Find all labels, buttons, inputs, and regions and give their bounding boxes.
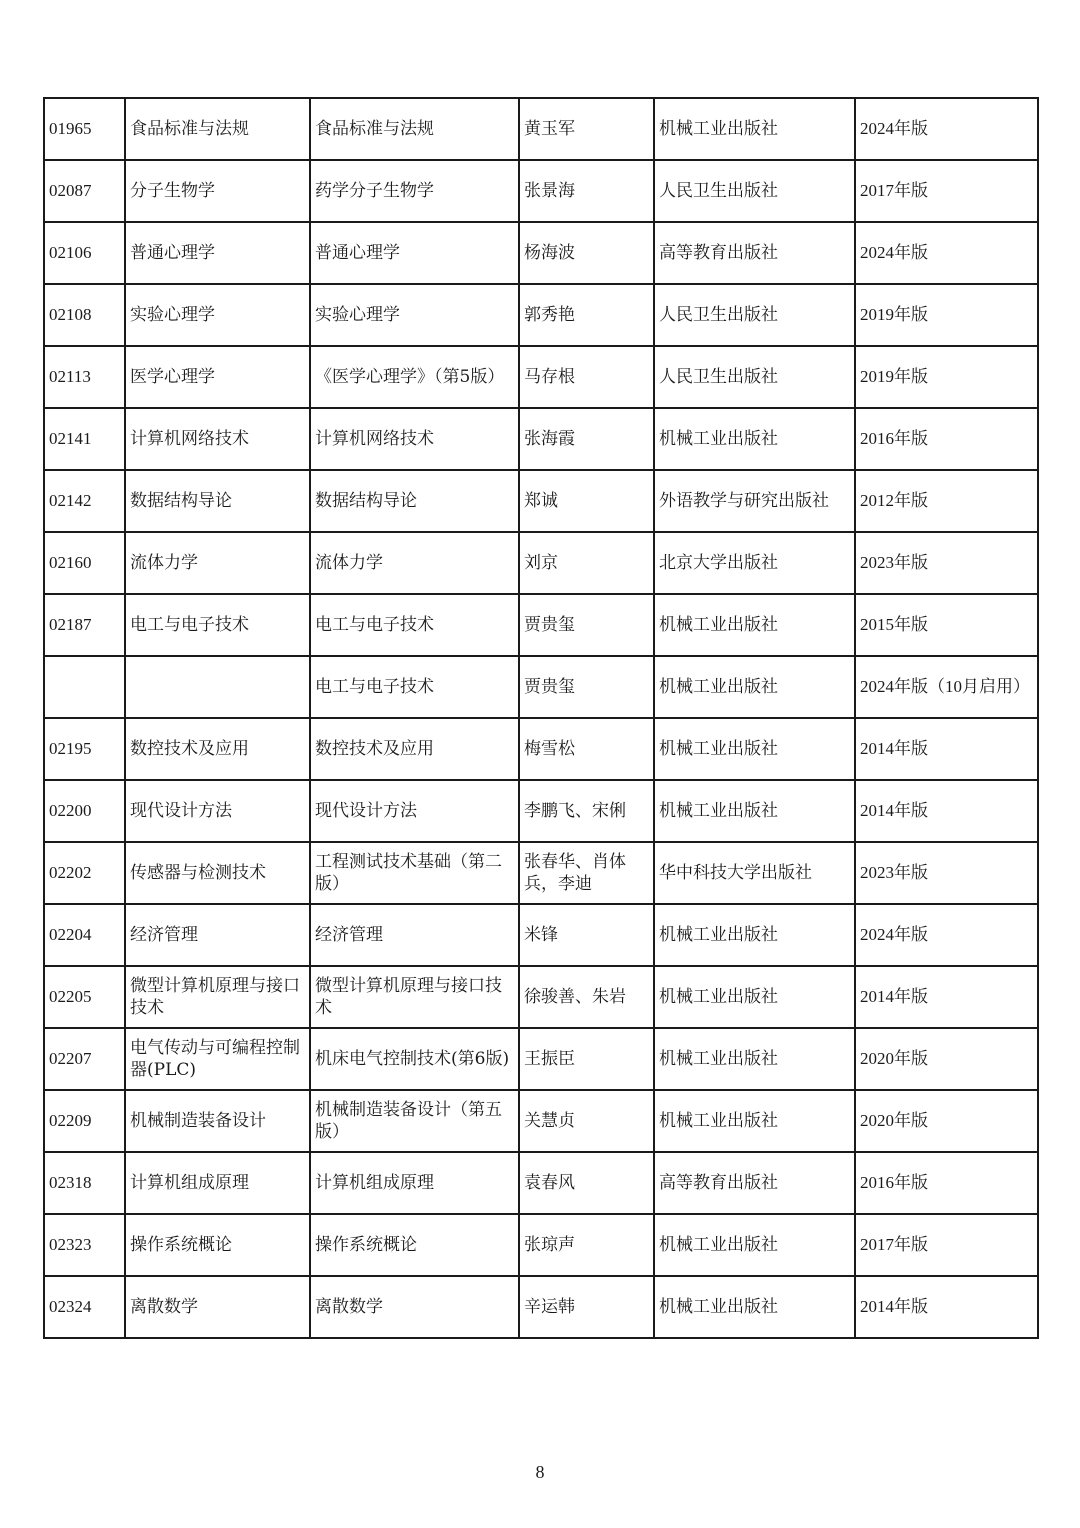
publisher-cell: 机械工业出版社 [654, 780, 855, 842]
author-cell: 米锋 [519, 904, 654, 966]
author-cell: 张景海 [519, 160, 654, 222]
course-name-cell: 数据结构导论 [125, 470, 310, 532]
course-code-cell: 02202 [44, 842, 125, 904]
course-code-cell: 02187 [44, 594, 125, 656]
course-name-cell: 操作系统概论 [125, 1214, 310, 1276]
textbook-title-cell: 机床电气控制技术(第6版) [310, 1028, 519, 1090]
course-name-cell: 分子生物学 [125, 160, 310, 222]
course-name-cell: 机械制造装备设计 [125, 1090, 310, 1152]
textbook-title-cell: 药学分子生物学 [310, 160, 519, 222]
course-name-cell: 普通心理学 [125, 222, 310, 284]
textbook-title-cell: 经济管理 [310, 904, 519, 966]
author-cell: 贾贵玺 [519, 656, 654, 718]
publisher-cell: 机械工业出版社 [654, 1090, 855, 1152]
edition-cell: 2019年版 [855, 284, 1038, 346]
textbook-title-cell: 食品标准与法规 [310, 98, 519, 160]
course-name-cell: 电工与电子技术 [125, 594, 310, 656]
course-code-cell: 02108 [44, 284, 125, 346]
course-code-cell: 01965 [44, 98, 125, 160]
table-row [44, 1214, 1038, 1276]
table-row [44, 1090, 1038, 1152]
textbook-title-cell: 数控技术及应用 [310, 718, 519, 780]
author-cell: 刘京 [519, 532, 654, 594]
page-number: 8 [535, 1462, 545, 1482]
publisher-cell: 机械工业出版社 [654, 966, 855, 1028]
edition-cell: 2012年版 [855, 470, 1038, 532]
course-code-cell: 02141 [44, 408, 125, 470]
edition-cell: 2023年版 [855, 532, 1038, 594]
course-code-cell: 02113 [44, 346, 125, 408]
textbook-title-cell: 操作系统概论 [310, 1214, 519, 1276]
course-name-cell: 食品标准与法规 [125, 98, 310, 160]
edition-cell: 2023年版 [855, 842, 1038, 904]
course-code-cell: 02087 [44, 160, 125, 222]
publisher-cell: 高等教育出版社 [654, 1152, 855, 1214]
publisher-cell: 华中科技大学出版社 [654, 842, 855, 904]
textbook-title-cell: 普通心理学 [310, 222, 519, 284]
edition-cell: 2014年版 [855, 966, 1038, 1028]
edition-cell: 2015年版 [855, 594, 1038, 656]
edition-cell: 2024年版 [855, 904, 1038, 966]
course-code-cell: 02142 [44, 470, 125, 532]
table-row [44, 160, 1038, 222]
table-row [44, 1276, 1038, 1338]
course-code-cell: 02160 [44, 532, 125, 594]
edition-cell: 2014年版 [855, 718, 1038, 780]
edition-cell: 2024年版 [855, 222, 1038, 284]
textbook-title-cell: 离散数学 [310, 1276, 519, 1338]
publisher-cell: 外语教学与研究出版社 [654, 470, 855, 532]
table-row [44, 98, 1038, 160]
table-row [44, 408, 1038, 470]
publisher-cell: 高等教育出版社 [654, 222, 855, 284]
textbook-title-cell: 实验心理学 [310, 284, 519, 346]
publisher-cell: 机械工业出版社 [654, 1276, 855, 1338]
table-row [44, 1028, 1038, 1090]
edition-cell: 2016年版 [855, 1152, 1038, 1214]
course-name-cell [125, 656, 310, 718]
course-name-cell: 离散数学 [125, 1276, 310, 1338]
textbook-title-cell: 电工与电子技术 [310, 594, 519, 656]
course-code-cell [44, 656, 125, 718]
table-row [44, 656, 1038, 718]
edition-cell: 2020年版 [855, 1028, 1038, 1090]
course-code-cell: 02324 [44, 1276, 125, 1338]
table-row [44, 718, 1038, 780]
edition-cell: 2017年版 [855, 160, 1038, 222]
table-row [44, 222, 1038, 284]
course-code-cell: 02207 [44, 1028, 125, 1090]
author-cell: 张春华、肖体兵，李迪 [519, 842, 654, 904]
course-name-cell: 微型计算机原理与接口技术 [125, 966, 310, 1028]
publisher-cell: 机械工业出版社 [654, 656, 855, 718]
publisher-cell: 人民卫生出版社 [654, 160, 855, 222]
table-row [44, 904, 1038, 966]
course-name-cell: 医学心理学 [125, 346, 310, 408]
textbook-title-cell: 机械制造装备设计（第五版） [310, 1090, 519, 1152]
course-name-cell: 数控技术及应用 [125, 718, 310, 780]
publisher-cell: 机械工业出版社 [654, 408, 855, 470]
textbook-table-body [44, 98, 1038, 1338]
textbook-title-cell: 流体力学 [310, 532, 519, 594]
edition-cell: 2024年版（10月启用） [855, 656, 1038, 718]
textbook-table [43, 97, 1039, 1339]
course-name-cell: 现代设计方法 [125, 780, 310, 842]
textbook-title-cell: 数据结构导论 [310, 470, 519, 532]
textbook-title-cell: 现代设计方法 [310, 780, 519, 842]
textbook-title-cell: 工程测试技术基础（第二版） [310, 842, 519, 904]
author-cell: 郭秀艳 [519, 284, 654, 346]
author-cell: 梅雪松 [519, 718, 654, 780]
table-row [44, 346, 1038, 408]
textbook-title-cell: 《医学心理学》（第5版） [310, 346, 519, 408]
author-cell: 袁春风 [519, 1152, 654, 1214]
publisher-cell: 人民卫生出版社 [654, 346, 855, 408]
course-name-cell: 电气传动与可编程控制器(PLC) [125, 1028, 310, 1090]
publisher-cell: 机械工业出版社 [654, 718, 855, 780]
publisher-cell: 机械工业出版社 [654, 904, 855, 966]
table-row [44, 284, 1038, 346]
course-name-cell: 计算机组成原理 [125, 1152, 310, 1214]
author-cell: 郑诚 [519, 470, 654, 532]
table-row [44, 780, 1038, 842]
textbook-title-cell: 计算机网络技术 [310, 408, 519, 470]
course-code-cell: 02204 [44, 904, 125, 966]
author-cell: 张琼声 [519, 1214, 654, 1276]
course-code-cell: 02200 [44, 780, 125, 842]
edition-cell: 2016年版 [855, 408, 1038, 470]
textbook-title-cell: 电工与电子技术 [310, 656, 519, 718]
author-cell: 李鹏飞、宋俐 [519, 780, 654, 842]
course-code-cell: 02205 [44, 966, 125, 1028]
edition-cell: 2019年版 [855, 346, 1038, 408]
edition-cell: 2017年版 [855, 1214, 1038, 1276]
author-cell: 辛运韩 [519, 1276, 654, 1338]
course-code-cell: 02106 [44, 222, 125, 284]
table-row [44, 966, 1038, 1028]
edition-cell: 2020年版 [855, 1090, 1038, 1152]
edition-cell: 2024年版 [855, 98, 1038, 160]
author-cell: 黄玉军 [519, 98, 654, 160]
author-cell: 杨海波 [519, 222, 654, 284]
publisher-cell: 人民卫生出版社 [654, 284, 855, 346]
publisher-cell: 机械工业出版社 [654, 594, 855, 656]
course-name-cell: 计算机网络技术 [125, 408, 310, 470]
course-name-cell: 流体力学 [125, 532, 310, 594]
table-row [44, 532, 1038, 594]
table-row [44, 470, 1038, 532]
publisher-cell: 机械工业出版社 [654, 1214, 855, 1276]
edition-cell: 2014年版 [855, 780, 1038, 842]
author-cell: 关慧贞 [519, 1090, 654, 1152]
table-row [44, 594, 1038, 656]
table-row [44, 1152, 1038, 1214]
textbook-title-cell: 微型计算机原理与接口技术 [310, 966, 519, 1028]
course-name-cell: 经济管理 [125, 904, 310, 966]
publisher-cell: 北京大学出版社 [654, 532, 855, 594]
course-code-cell: 02209 [44, 1090, 125, 1152]
author-cell: 徐骏善、朱岩 [519, 966, 654, 1028]
author-cell: 王振臣 [519, 1028, 654, 1090]
author-cell: 张海霞 [519, 408, 654, 470]
edition-cell: 2014年版 [855, 1276, 1038, 1338]
author-cell: 马存根 [519, 346, 654, 408]
publisher-cell: 机械工业出版社 [654, 98, 855, 160]
table-row [44, 842, 1038, 904]
course-name-cell: 实验心理学 [125, 284, 310, 346]
course-code-cell: 02323 [44, 1214, 125, 1276]
course-code-cell: 02195 [44, 718, 125, 780]
course-code-cell: 02318 [44, 1152, 125, 1214]
publisher-cell: 机械工业出版社 [654, 1028, 855, 1090]
textbook-title-cell: 计算机组成原理 [310, 1152, 519, 1214]
author-cell: 贾贵玺 [519, 594, 654, 656]
course-name-cell: 传感器与检测技术 [125, 842, 310, 904]
